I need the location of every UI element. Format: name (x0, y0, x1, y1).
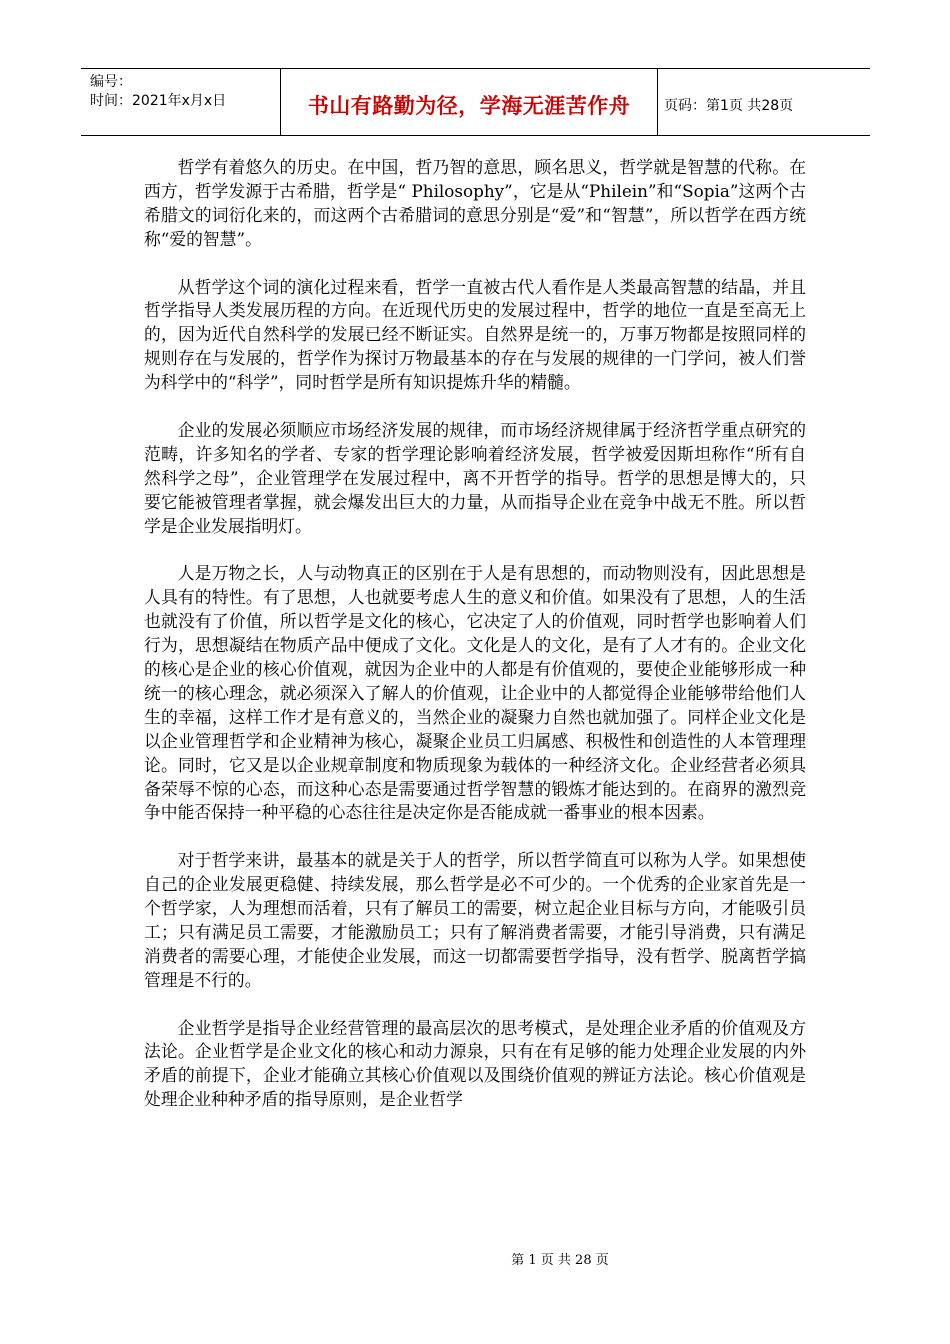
header-page-info: 页码：第1页 共28页 (664, 98, 794, 114)
header-motto-cell (281, 69, 658, 135)
footer-page-number: 第 1 页 共 28 页 (511, 1253, 609, 1268)
paragraph: 企业哲学是指导企业经营管理的最高层次的思考模式，是处理企业矛盾的价值观及方法论。企业哲学是企业文化的核心和动力源泉，只有在有足够的能力处理企业发展的内外矛盾的前提下，企业才能确立其核心价值观以及围绕价值观的辨证方法论。核心价值观是处理企业种种矛盾的指导原则，是企业哲学 (144, 1017, 806, 1110)
document-body (144, 156, 806, 1112)
date-line: 时间：2021年x月x日 (90, 93, 227, 109)
header-page-cell (658, 69, 870, 135)
paragraph: 人是万物之长，人与动物真正的区别在于人是有思想的，而动物则没有，因此思想是人具有的特性。有了思想，人也就要考虑人生的意义和价值。如果没有了思想，人的生活也就没有了价值，所以哲学是文化的核心，它决定了人的价值观，同时哲学也影响着人们行为，思想凝结在物质产品中便成了文化。文化是人的文化，是有了人才有的。企业文化的核心是企业的核心价值观，就因为企业中的人都是有价值观的，要使企业能够形成一种统一的核心理念，就必须深入了解人的价值观，让企业中的人都觉得企业能够带给他们人生的幸福，这样工作才是有意义的，当然企业的凝聚力自然也就加强了。同样企业文化是以企业管理哲学和企业精神为核心，凝聚企业员工归属感、积极性和创造性的人本管理理论。同时，它又是以企业规章制度和物质现象为载体的一种经济文化。企业经营者必须具备荣辱不惊的心态，而这种心态是需要通过哲学智慧的锻炼才能达到的。在商界的激烈竞争中能否保持一种平稳的心态往往是决定你是否能成就一番事业的根本因素。 (144, 563, 806, 823)
paragraph: 从哲学这个词的演化过程来看，哲学一直被古代人看作是人类最高智慧的结晶，并且哲学指导人类发展历程的方向。在近现代历史的发展过程中，哲学的地位一直是至高无上的，因为近代自然科学的发展已经不断证实。自然界是统一的，万事万物都是按照同样的规则存在与发展的，哲学作为探讨万物最基本的存在与发展的规律的一门学问，被人们誉为科学中的“科学”，同时哲学是所有知识提炼升华的精髓。 (144, 276, 806, 393)
paragraph: 企业的发展必须顺应市场经济发展的规律，而市场经济规律属于经济哲学重点研究的范畴，许多知名的学者、专家的哲学理论影响着经济发展，哲学被爱因斯坦称作“所有自然科学之母”，企业管理学在发展过程中，离不开哲学的指导。哲学的思想是博大的，只要它能被管理者掌握，就会爆发出巨大的力量，从而指导企业在竞争中战无不胜。所以哲学是企业发展指明灯。 (144, 419, 806, 536)
serial-number-label: 编号： (90, 74, 132, 90)
document-header (81, 68, 870, 136)
page-footer (0, 1249, 950, 1268)
paragraph: 哲学有着悠久的历史。在中国，哲乃智的意思，顾名思义，哲学就是智慧的代称。在西方，哲学发源于古希腊，哲学是“ Philosophy”，它是从“Philein”和“Sopia”这两个古希腊文的词衍化来的，而这两个古希腊词的意思分别是“爱”和“智慧”，所以哲学在西方统称“爱的智慧”。 (144, 157, 806, 249)
paragraph: 对于哲学来讲，最基本的就是关于人的哲学，所以哲学简直可以称为人学。如果想使自己的企业发展更稳健、持续发展，那么哲学是必不可少的。一个优秀的企业家首先是一个哲学家，人为理想而活着，只有了解员工的需要，树立起企业目标与方向，才能吸引员工；只有满足员工需要，才能激励员工；只有了解消费者需要，才能引导消费，只有满足消费者的需要心理，才能使企业发展，而这一切都需要哲学指导，没有哲学、脱离哲学搞管理是不行的。 (144, 850, 806, 990)
header-meta-cell (81, 69, 281, 135)
header-motto: 书山有路勤为径，学海无涯苦作舟 (307, 94, 631, 118)
